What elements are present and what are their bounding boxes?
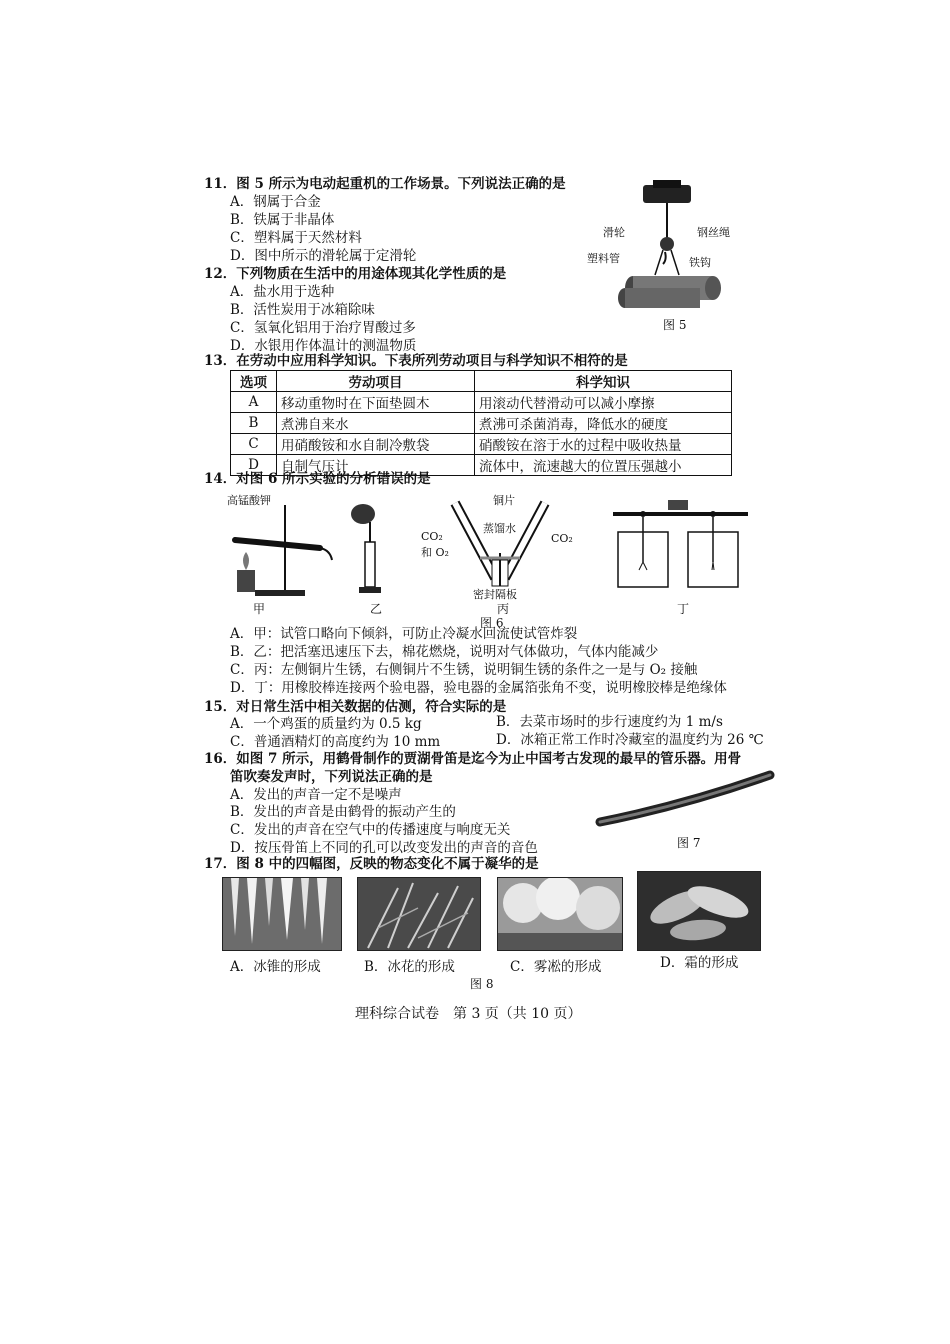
row-d-labor: 自制气压计 [277,455,475,476]
header-science-knowledge: 科学知识 [475,371,732,392]
q12-option-d: D．水银用作体温计的测温物质 [230,338,417,354]
label-co2-right: CO₂ [551,532,573,545]
figure-6 [225,490,765,630]
bone-flute-illustration [595,770,775,830]
q15-stem: 15．对日常生活中相关数据的估测，符合实际的是 [204,699,507,715]
icicle-icon [223,878,341,950]
table-row [231,434,732,455]
q12-stem: 12．下列物质在生活中的用途体现其化学性质的是 [204,266,507,282]
q15-option-b: B．去菜市场时的步行速度约为 1 m/s [496,714,723,730]
q11-stem: 11．图 5 所示为电动起重机的工作场景。下列说法正确的是 [204,176,566,192]
row-b-labor: 煮沸自来水 [277,413,475,434]
figure-8-caption: 图 8 [470,977,494,991]
experiment-jia [225,500,340,600]
figure-5 [585,180,745,330]
label-hook: 铁钩 [689,256,711,269]
photo-frost [637,871,761,951]
q14-option-a: A．甲：试管口略向下倾斜，可防止冷凝水回流使试管炸裂 [230,626,578,642]
row-c-labor: 用硝酸铵和水自制冷敷袋 [277,434,475,455]
photo-ice-flowers [357,877,481,951]
q17-stem: 17．图 8 中的四幅图，反映的物态变化不属于凝华的是 [204,856,539,872]
figure-5-caption: 图 5 [663,318,687,332]
q12-option-c: C．氢氧化铝用于治疗胃酸过多 [230,320,416,336]
q11-option-b: B．铁属于非晶体 [230,212,335,228]
q13-stem: 13．在劳动中应用科学知识。下表所列劳动项目与科学知识不相符的是 [204,353,628,369]
label-pulley: 滑轮 [603,226,625,239]
sub-ding: 丁 [677,602,690,616]
label-copper: 铜片 [493,494,515,507]
row-b-knowledge: 煮沸可杀菌消毒，降低水的硬度 [475,413,732,434]
experiment-yi [345,502,395,602]
experiment-ding [613,492,753,597]
row-a-option: A [231,392,277,413]
q15-option-d: D．冰箱正常工作时冷藏室的温度约为 26 ℃ [496,732,764,748]
q15-option-a: A．一个鸡蛋的质量约为 0.5 kg [230,716,422,732]
experiment-bing [440,498,560,588]
table-row [231,413,732,434]
photo-icicles [222,877,342,951]
row-d-option: D [231,455,277,476]
q14-option-c: C．丙：左侧铜片生锈，右侧铜片不生锈，说明铜生锈的条件之一是与 O₂ 接触 [230,662,698,678]
q16-stem-line2: 笛吹奏发声时，下列说法正确的是 [230,769,433,785]
figure-7-caption: 图 7 [677,836,701,850]
crane-illustration [585,180,745,310]
figure-6-caption: 图 6 [480,616,504,630]
sub-bing: 丙 [497,602,510,616]
q11-option-d: D．图中所示的滑轮属于定滑轮 [230,248,417,264]
q15-option-c: C．普通酒精灯的高度约为 10 mm [230,734,441,750]
page-footer: 理科综合试卷 第 3 页（共 10 页） [355,1006,582,1022]
q16-option-b: B．发出的声音是由鹤骨的振动产生的 [230,804,456,820]
q16-option-c: C．发出的声音在空气中的传播速度与响度无关 [230,822,511,838]
label-plastic-pipe: 塑料管 [587,252,620,265]
figure-7 [595,770,775,850]
row-c-knowledge: 硝酸铵在溶于水的过程中吸收热量 [475,434,732,455]
q16-option-d: D．按压骨笛上不同的孔可以改变发出的声音的音色 [230,840,538,856]
label-wire: 钢丝绳 [697,226,730,239]
row-d-knowledge: 流体中，流速越大的位置压强越小 [475,455,732,476]
row-a-knowledge: 用滚动代替滑动可以减小摩擦 [475,392,732,413]
q13-table [230,370,732,476]
label-kmno4: 高锰酸钾 [227,494,271,507]
q17-option-d: D．霜的形成 [660,955,739,971]
q16-stem-line1: 16．如图 7 所示，用鹤骨制作的贾湖骨笛是迄今为止中国考古发现的最早的管乐器。用骨 [204,751,742,767]
q14-stem: 14．对图 6 所示实验的分析错误的是 [204,471,431,487]
ice-flower-icon [358,878,480,950]
row-a-labor: 移动重物时在下面垫圆木 [277,392,475,413]
q14-option-b: B．乙：把活塞迅速压下去，棉花燃烧，说明对气体做功，气体内能减少 [230,644,659,660]
q11-option-c: C．塑料属于天然材料 [230,230,362,246]
label-partition: 密封隔板 [473,588,517,601]
table-header-row [231,371,732,392]
sub-yi: 乙 [370,602,383,616]
q14-option-d: D．丁：用橡胶棒连接两个验电器，验电器的金属箔张角不变，说明橡胶棒是绝缘体 [230,680,727,696]
q12-option-b: B．活性炭用于冰箱除味 [230,302,375,318]
label-distilled-water: 蒸馏水 [483,522,516,535]
q11-option-a: A．钢属于合金 [230,194,321,210]
header-labor-item: 劳动项目 [277,371,475,392]
table-row [231,392,732,413]
q17-option-a: A．冰锥的形成 [230,959,321,975]
label-o2-left: 和 O₂ [421,546,449,559]
sub-jia: 甲 [253,602,266,616]
q12-option-a: A．盐水用于选种 [230,284,335,300]
q17-option-b: B．冰花的形成 [364,959,455,975]
q16-option-a: A．发出的声音一定不是噪声 [230,787,402,803]
label-co2-left: CO₂ [421,530,443,543]
rime-tree-icon [498,878,622,950]
row-b-option: B [231,413,277,434]
photo-rime [497,877,623,951]
frost-leaf-icon [638,872,760,950]
header-option: 选项 [231,371,277,392]
row-c-option: C [231,434,277,455]
q17-option-c: C．雾凇的形成 [510,959,602,975]
